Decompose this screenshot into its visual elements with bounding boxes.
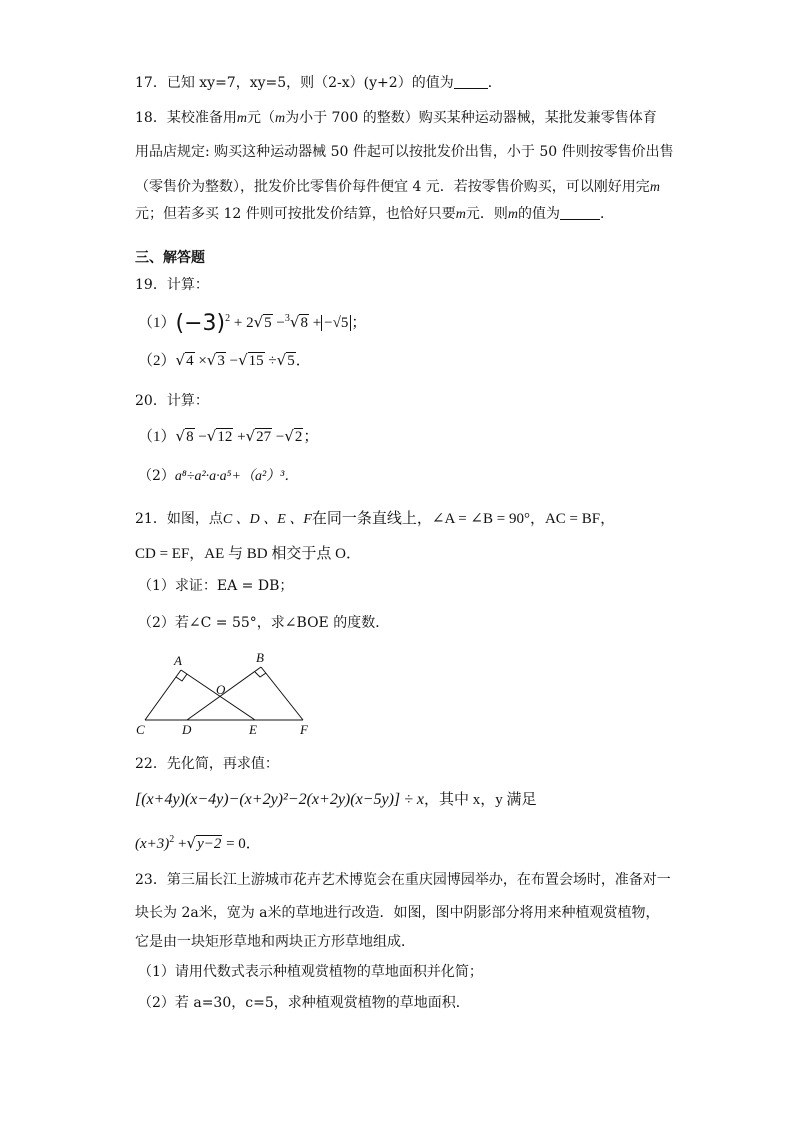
part-number: （1） (138, 429, 176, 445)
radicand: 27 (256, 429, 272, 445)
answer-blank[interactable] (454, 74, 488, 89)
q19-part-2 (138, 350, 311, 371)
radicand: 5 (287, 353, 295, 369)
question-23-line-1: 23．第三届长江上游城市花卉艺术博览会在重庆园博园举办，在布置会场时，准备对一 (135, 872, 671, 888)
q21-text: 21．如图，点 (135, 511, 223, 527)
math-term: + 2 (233, 315, 254, 331)
radicand: 4 (186, 353, 194, 369)
math-end: = 0． (226, 836, 261, 852)
label-c: C (136, 722, 145, 737)
q18-text: 元（ (246, 110, 275, 126)
math-expression: [(x+4y)(x−4y)−(x+2y)²−2(x+2y)(x−5y)] ÷ x (135, 791, 425, 808)
radicand: 8 (186, 429, 194, 445)
q18-text: 的值为 (517, 206, 560, 222)
label-d: D (182, 722, 192, 737)
part-number: （1） (138, 315, 176, 331)
q17-end: ． (487, 75, 502, 91)
q22-expression-line (135, 790, 537, 810)
segment-ca (145, 670, 181, 720)
q22-condition-line (135, 830, 261, 854)
q21-part-2: （2）若∠C = 55°，求∠BOE 的度数． (138, 615, 390, 631)
math-exponent: 2 (225, 313, 231, 324)
root-index: 3 (284, 313, 290, 324)
radicand: 2 (294, 429, 303, 445)
sqrt-sign: √ (175, 427, 186, 445)
q20-part-2 (138, 466, 298, 487)
q21-text: 在同一条直线上，∠A = ∠B = 90°，AC = BF， (311, 511, 616, 527)
q18-text: （零售价为整数），批发价比零售价每件便宜 4 元．若按零售价购买，可以刚好用完 (135, 179, 650, 195)
sqrt-sign: √ (253, 313, 264, 331)
label-e: E (249, 722, 257, 737)
radicand: 8 (300, 315, 308, 331)
sqrt-sign: √ (245, 427, 256, 445)
section-heading: 三、解答题 (135, 250, 205, 266)
math-exponent: 2 (169, 834, 175, 845)
question-18-line-2 (135, 142, 674, 162)
q23-part-1: （1）请用代数式表示种植观赏植物的草地面积并化简； (138, 964, 483, 980)
q19-part-1 (138, 309, 366, 334)
absolute-value: −√5 (321, 315, 351, 331)
q18-end: ． (599, 206, 614, 222)
right-angle-mark-b (255, 672, 266, 677)
math-op: − (229, 353, 239, 369)
math-op: × (198, 353, 207, 369)
part-number: （2） (138, 468, 175, 484)
question-18-line-3 (135, 177, 660, 198)
sqrt-sign: √ (289, 313, 300, 331)
q23-part-2: （2）若 a=30，c=5，求种植观赏植物的草地面积． (138, 995, 470, 1011)
sqrt-sign: √ (206, 351, 217, 369)
question-17 (135, 73, 502, 93)
radicand: 15 (248, 353, 264, 369)
math-op: + (312, 315, 322, 331)
sqrt-sign: √ (238, 351, 248, 369)
math-op: + (178, 836, 187, 852)
math-base: (−3) (175, 311, 226, 336)
q20-title: 20．计算： (135, 393, 209, 409)
question-18-line-4 (135, 204, 614, 225)
q17-text: 17．已知 xy=7，xy=5，则（2-x）(y+2）的值为 (135, 75, 454, 91)
radicand: 5 (264, 315, 272, 331)
q22-condition: ，其中 x，y 满足 (424, 792, 537, 808)
math-op: − (275, 429, 285, 445)
var-m: m (507, 207, 518, 222)
sqrt-sign: √ (175, 351, 186, 369)
var-m: m (236, 111, 247, 126)
q18-text: 为小于 700 的整数）购买某种运动器械，某批发兼零售体育 (285, 110, 657, 126)
question-23-line-3: 它是由一块矩形草地和两块正方形草地组成． (135, 934, 415, 950)
radicand: 12 (217, 429, 233, 445)
q22-title: 22．先化简，再求值： (135, 756, 279, 772)
math-end: ； (351, 315, 367, 331)
label-o: O (216, 682, 226, 697)
math-end: ； (303, 429, 319, 445)
math-term: (x+3) (135, 836, 170, 852)
math-op: − (198, 429, 207, 445)
var-m: m (274, 111, 286, 126)
q18-text: 18．某校准备用 (135, 110, 237, 126)
geometry-figure (130, 650, 330, 740)
math-op: ÷ (268, 353, 277, 369)
label-f: F (300, 722, 308, 737)
sqrt-sign: √ (206, 427, 217, 445)
q19-title: 19．计算： (135, 277, 209, 293)
question-23-line-2: 块长为 2a米，宽为 a米的草地进行改造．如图，图中阴影部分将用来种植观赏植物， (135, 905, 660, 921)
var-m: m (649, 180, 660, 195)
label-b: B (256, 650, 264, 665)
answer-blank[interactable] (560, 205, 600, 220)
math-end: ． (295, 353, 311, 369)
question-18-line-1 (135, 108, 657, 129)
q18-text: 元；但若多买 12 件则可按批发价结算，也恰好只要 (135, 206, 456, 222)
math-op: + (237, 429, 246, 445)
q18-text: 用品店规定: 购买这种运动器械 50 件起可以按批发价出售，小于 50 件则按零售价出售 (135, 144, 674, 160)
q21-part-1: （1）求证：EA = DB； (138, 578, 294, 594)
sqrt-sign: √ (276, 351, 287, 369)
q20-part-1 (138, 426, 318, 447)
radicand: y−2 (197, 836, 222, 852)
question-21-line-1 (135, 509, 615, 530)
sqrt-sign: √ (284, 427, 294, 445)
q18-text: 元．则 (465, 206, 508, 222)
var-m: m (455, 207, 466, 222)
radicand: 3 (217, 353, 225, 369)
label-a: A (174, 653, 182, 668)
math-op: − (276, 315, 285, 331)
sqrt-sign: √ (186, 834, 197, 852)
math-expression: a⁸÷a²·a·a⁵+（a²）³． (174, 469, 299, 484)
part-number: （2） (138, 353, 176, 369)
segment-bf (261, 667, 303, 720)
question-21-line-2: CD = EF，AE 与 BD 相交于点 O． (135, 546, 361, 562)
q21-points: C 、D 、E 、F (222, 512, 312, 527)
